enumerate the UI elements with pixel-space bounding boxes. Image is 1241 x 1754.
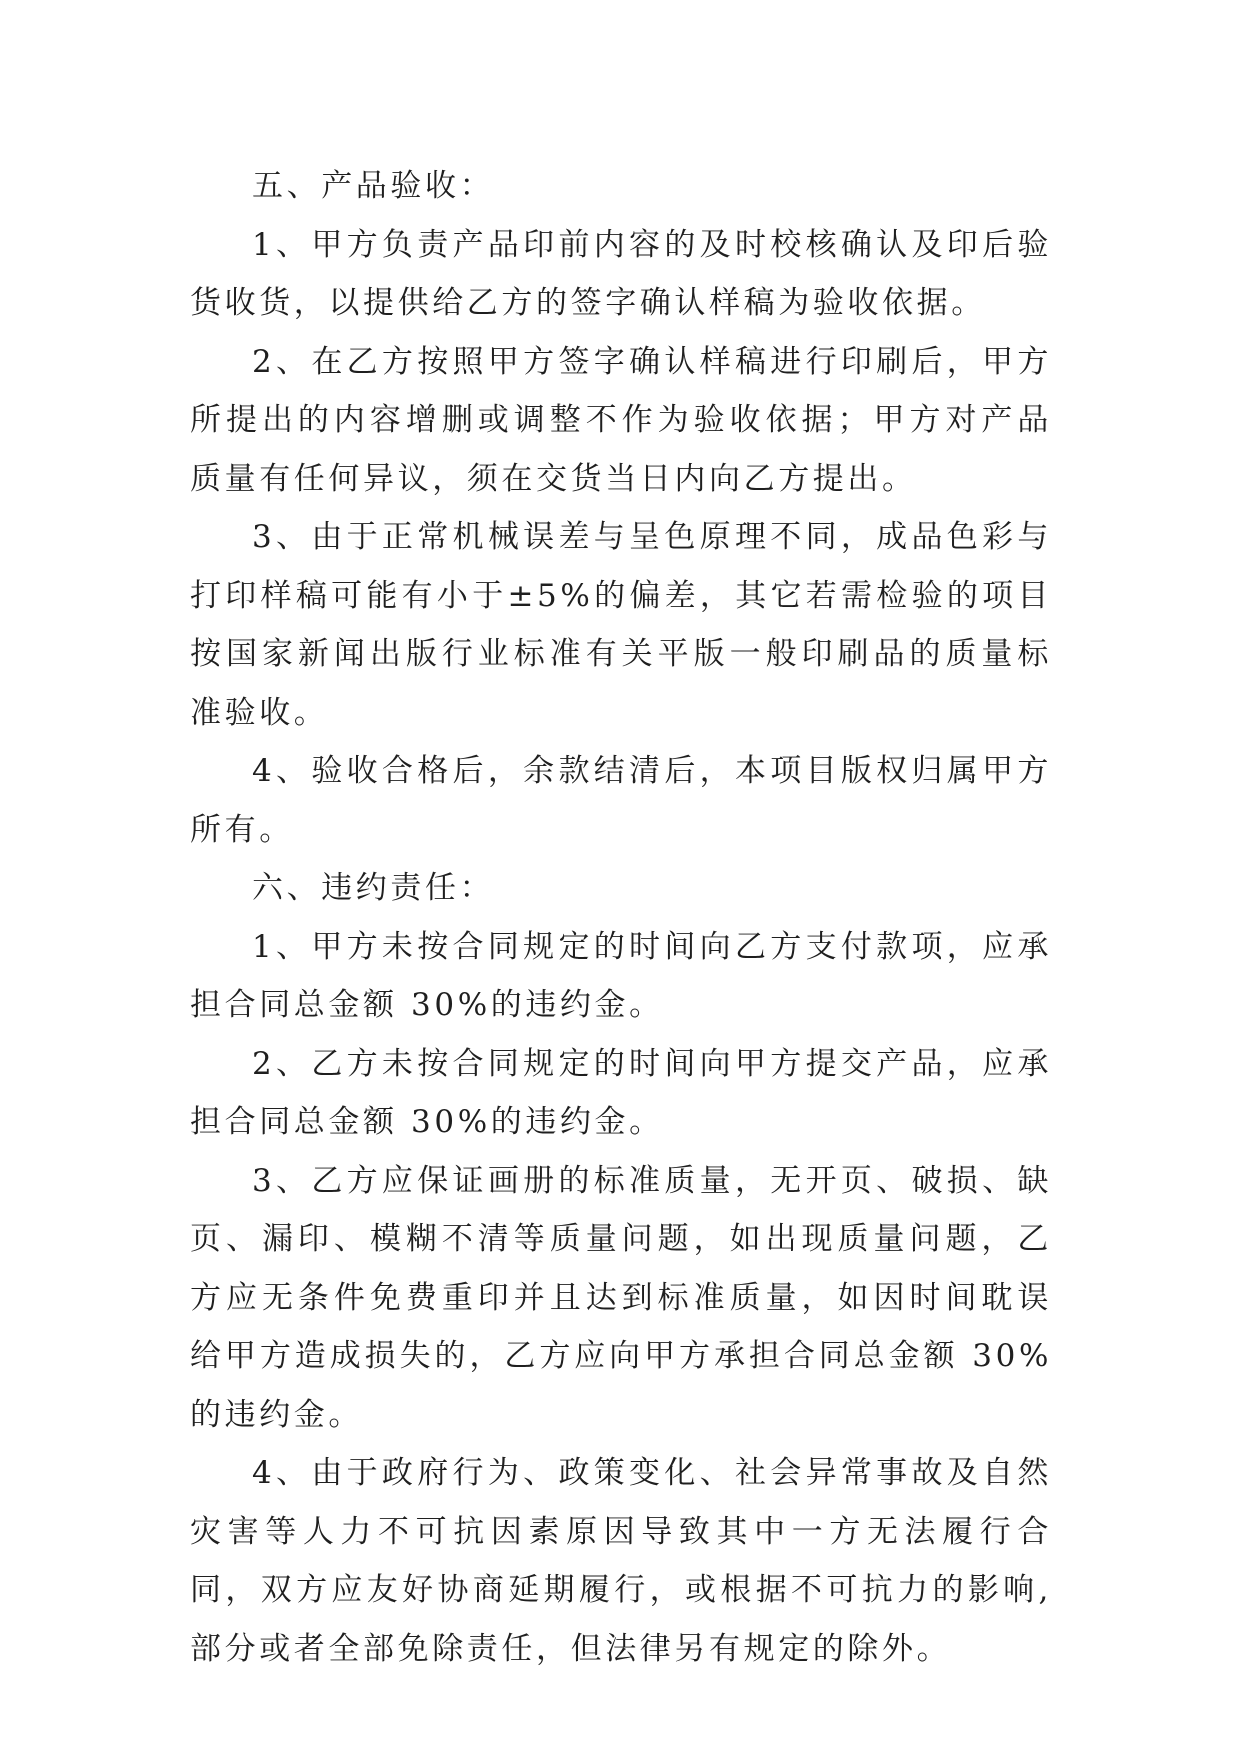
clause-liability-2: 2、乙方未按合同规定的时间向甲方提交产品，应承担合同总金额 30%的违约金。 [190,1045,1052,1140]
clause-liability-1: 1、甲方未按合同规定的时间向乙方支付款项，应承担合同总金额 30%的违约金。 [190,928,1052,1023]
clause-liability-3: 3、乙方应保证画册的标准质量，无开页、破损、缺页、漏印、模糊不清等质量问题，如出现质量问题，乙方应无条件免费重印并且达到标准质量，如因时间耽误给甲方造成损失的，乙方应向甲方承担合同总金额 30%的违约金。 [190,1162,1052,1433]
clause-liability-4: 4、由于政府行为、政策变化、社会异常事故及自然灾害等人力不可抗因素原因导致其中一方无法履行合同，双方应友好协商延期履行，或根据不可抗力的影响,部分或者全部免除责任，但法律另有规定的除外。 [190,1455,1052,1667]
section-heading-liability: 六、违约责任： [252,870,495,906]
section-heading-acceptance: 五、产品验收： [252,168,495,204]
clause-acceptance-3: 3、由于正常机械误差与呈色原理不同，成品色彩与打印样稿可能有小于±5%的偏差，其它若需检验的项目按国家新闻出版行业标准有关平版一般印刷品的质量标准验收。 [190,519,1052,731]
clause-acceptance-2: 2、在乙方按照甲方签字确认样稿进行印刷后，甲方所提出的内容增删或调整不作为验收依据；甲方对产品质量有任何异议，须在交货当日内向乙方提出。 [190,343,1052,497]
document-body [190,157,1052,1678]
clause-acceptance-4: 4、验收合格后，余款结清后，本项目版权归属甲方所有。 [190,753,1052,848]
clause-acceptance-1: 1、甲方负责产品印前内容的及时校核确认及印后验货收货，以提供给乙方的签字确认样稿为验收依据。 [190,226,1052,321]
